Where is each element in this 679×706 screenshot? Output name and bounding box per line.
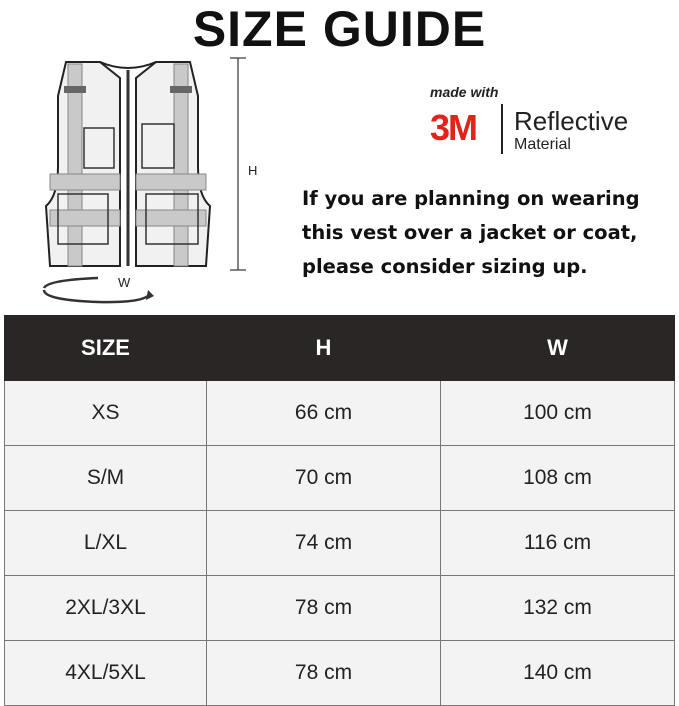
table-row <box>5 511 675 576</box>
column-header-size: SIZE <box>5 316 207 381</box>
height-label: H <box>248 163 258 178</box>
3m-logo: 3M <box>430 107 477 148</box>
height-cell: 70 cm <box>207 446 441 511</box>
height-dimension <box>230 58 246 270</box>
column-header-height: H <box>207 316 441 381</box>
size-cell: 4XL/5XL <box>5 641 207 706</box>
note-line: If you are planning on wearing <box>302 187 640 210</box>
size-table <box>4 315 675 706</box>
note-line: this vest over a jacket or coat, <box>302 221 638 244</box>
table-row <box>5 576 675 641</box>
size-cell: S/M <box>5 446 207 511</box>
page-title: SIZE GUIDE <box>192 1 487 57</box>
note-line: please consider sizing up. <box>302 255 588 278</box>
width-arrow <box>44 278 148 302</box>
size-cell: XS <box>5 381 207 446</box>
logo-divider <box>501 104 503 154</box>
vest-diagram <box>38 56 278 316</box>
width-cell: 108 cm <box>441 446 675 511</box>
width-cell: 100 cm <box>441 381 675 446</box>
height-cell: 78 cm <box>207 641 441 706</box>
reflective-label: Reflective <box>514 106 629 136</box>
width-cell: 116 cm <box>441 511 675 576</box>
table-header-row <box>5 316 675 381</box>
height-cell: 74 cm <box>207 511 441 576</box>
column-header-width: W <box>441 316 675 381</box>
width-cell: 132 cm <box>441 576 675 641</box>
size-cell: L/XL <box>5 511 207 576</box>
material-label: Material <box>514 136 571 153</box>
width-arrow-head <box>146 290 154 300</box>
made-with-text: made with <box>430 84 499 100</box>
width-cell: 140 cm <box>441 641 675 706</box>
height-cell: 66 cm <box>207 381 441 446</box>
width-label: W <box>118 275 131 290</box>
height-cell: 78 cm <box>207 576 441 641</box>
table-row <box>5 446 675 511</box>
size-cell: 2XL/3XL <box>5 576 207 641</box>
table-row <box>5 381 675 446</box>
sizing-note <box>302 182 672 284</box>
table-row <box>5 641 675 706</box>
